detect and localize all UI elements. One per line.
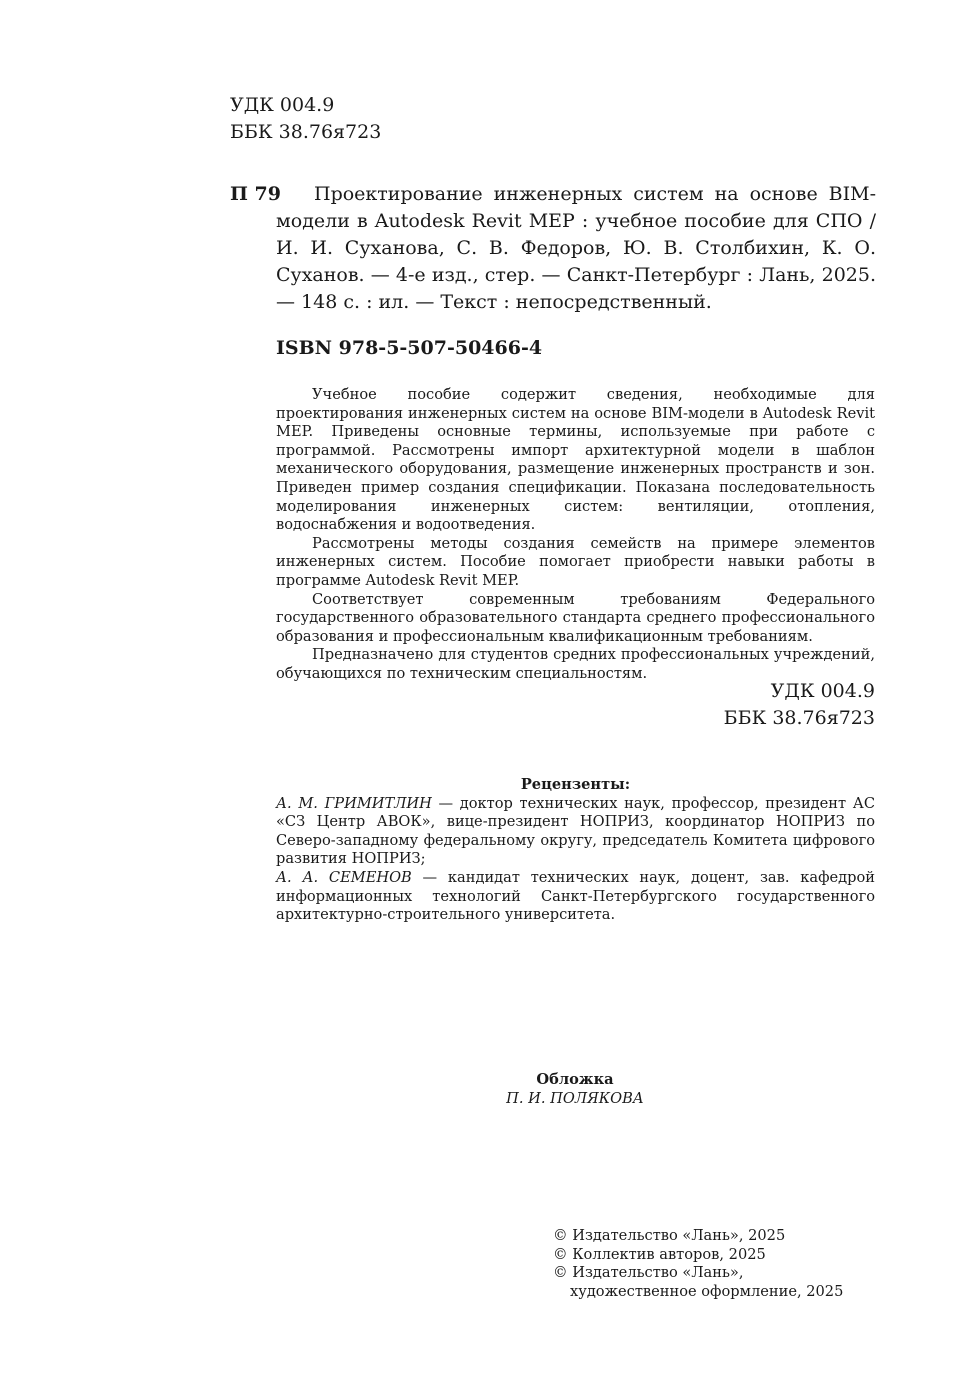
copyright-line: © Коллектив авторов, 2025 — [553, 1245, 766, 1263]
copyright-line: © Издательство «Лань», — [553, 1264, 744, 1282]
annotation-paragraph: Рассмотрены методы создания семейств на примере элементов инженерных систем. Пособие помогает приобрести навыки работы в программе Autodesk Revit MEP. — [276, 534, 875, 589]
reviewer-name: А. А. СЕМЕНОВ — [276, 868, 412, 886]
cover-title: Обложка — [536, 1071, 614, 1088]
udk-bbk-top — [230, 92, 381, 146]
bibliographic-entry — [230, 181, 876, 316]
reviewer-item — [276, 869, 875, 925]
bibliographic-description: Проектирование инженерных систем на основе BIM-модели в Autodesk Revit MEP : учебное пособие для СПО / И. И. Суханова, С. В. Федоров, Ю. В. Столбихин, К. О. Суханов. — 4-е изд., стер. — Санкт-Петербург : Лань, 2025. — 148 с. : ил. — Текст : непосредственный. — [276, 183, 876, 313]
bbk-code: ББК 38.76я723 — [723, 707, 875, 729]
udk-code: УДК 004.9 — [230, 94, 335, 116]
annotation-paragraph: Предназначено для студентов средних профессиональных учреждений, обучающихся по техническим специальностям. — [276, 646, 875, 682]
reviewer-name: А. М. ГРИМИТЛИН — [276, 794, 432, 812]
reviewers-title: Рецензенты: — [520, 776, 631, 793]
annotation — [276, 386, 875, 684]
udk-code: УДК 004.9 — [770, 680, 875, 702]
copyright-line: © Издательство «Лань», 2025 — [553, 1227, 786, 1244]
udk-bbk-bottom — [600, 678, 875, 732]
reviewers — [276, 776, 875, 925]
copyright-block — [553, 1227, 873, 1301]
annotation-paragraph: Учебное пособие содержит сведения, необходимые для проектирования инженерных систем на основе BIM-модели в Autodesk Revit MEP. Приведены основные термины, используемые при работе с программой. Рассмотрены импорт архитектурной модели в шаблон механического оборудования, размещение инженерных пространств и зон. Приведен пример создания спецификации. Показана последовательность моделирования инженерных систем: вентиляции, отопления, водоснабжения и водоотведения. — [276, 386, 875, 534]
author-sign: П 79 — [230, 183, 281, 205]
reviewer-description: — кандидат технических наук, доцент, зав. кафедрой информационных технологий Санкт-Петербургского государственного архитектурно-строительного университета. — [276, 868, 875, 924]
reviewer-item — [276, 795, 875, 869]
copyright-line: художественное оформление, 2025 — [570, 1282, 844, 1300]
cover-credit — [430, 1071, 720, 1108]
cover-designer: П. И. ПОЛЯКОВА — [506, 1089, 644, 1107]
annotation-paragraph: Соответствует современным требованиям Федерального государственного образовательного стандарта среднего профессионального образования и профессиональным квалификационным требованиям. — [276, 590, 875, 645]
reviewer-description: — доктор технических наук, профессор, президент АС «СЗ Центр АВОК», вице-президент НОПРИЗ, координатор НОПРИЗ по Северо-западному федеральному округу, председатель Комитета цифрового развития НОПРИЗ; — [276, 794, 875, 868]
isbn: ISBN 978-5-507-50466-4 — [276, 337, 543, 359]
bbk-code: ББК 38.76я723 — [230, 121, 382, 143]
